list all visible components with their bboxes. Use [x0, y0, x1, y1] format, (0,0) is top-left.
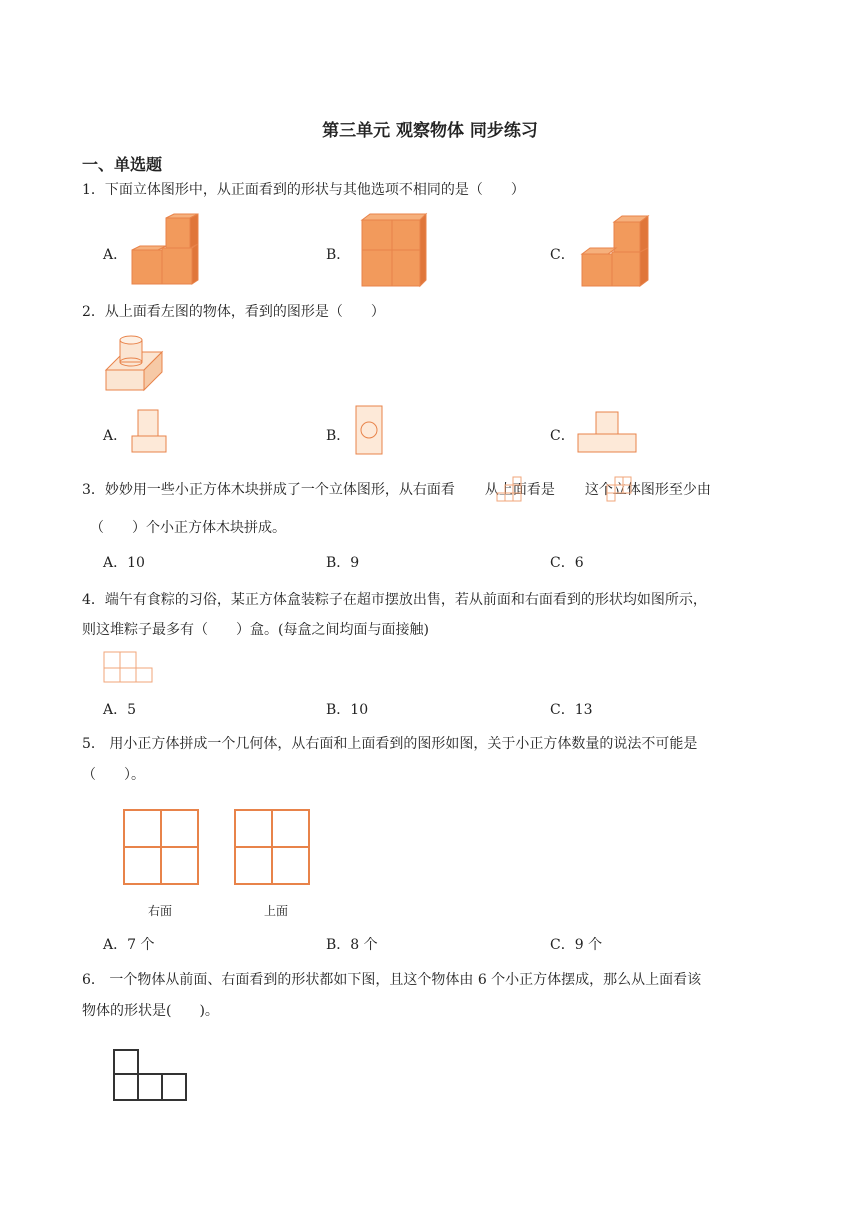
- view-label-top: 上面: [264, 904, 289, 918]
- question-number: 1．: [82, 182, 105, 198]
- question-number: 4．: [82, 592, 105, 608]
- grid-figure-4: [102, 650, 156, 684]
- grid-figure-5-top: [233, 808, 313, 888]
- view-figure-2b: [354, 404, 384, 456]
- question-5-line2: （ ）。: [82, 767, 145, 783]
- view-label-right: 右面: [148, 904, 173, 918]
- question-number: 5．: [82, 736, 105, 752]
- option-1b[interactable]: B．: [326, 247, 351, 263]
- option-3a[interactable]: A．10: [103, 555, 145, 571]
- option-5c[interactable]: C．9 个: [550, 937, 603, 953]
- question-4-line2: 则这堆粽子最多有（ ）盒。(每盒之间均面与面接触): [82, 622, 429, 638]
- page-title: 第三单元 观察物体 同步练习: [322, 121, 538, 141]
- question-5: [82, 734, 697, 754]
- view-figure-2c: [576, 410, 638, 454]
- question-number: 2．: [82, 304, 105, 320]
- option-2c[interactable]: C．: [550, 428, 575, 444]
- option-3c[interactable]: C．6: [550, 555, 584, 571]
- question-text: 端午有食粽的习俗，某正方体盒装粽子在超市摆放出售，若从前面和右面看到的形状均如图所示，: [104, 592, 707, 608]
- grid-figure-3-top: [606, 475, 634, 501]
- question-text: 一个物体从前面、右面看到的形状都如下图，且这个物体由 6 个小正方体摆成，那么从上面看该: [104, 972, 702, 988]
- option-4a[interactable]: A．5: [103, 702, 137, 718]
- option-1c[interactable]: C．: [550, 247, 575, 263]
- question-text: 从上面看左图的物体，看到的图形是（ ）: [104, 304, 385, 320]
- option-4c[interactable]: C．13: [550, 702, 593, 718]
- section-heading: 一、单选题: [82, 155, 163, 174]
- question-number: 3．: [82, 482, 105, 498]
- solid-figure-2: [104, 334, 164, 392]
- grid-figure-3-right: [496, 475, 524, 501]
- question-1: [82, 180, 525, 200]
- question-6: [82, 970, 701, 990]
- option-1a[interactable]: A．: [103, 247, 128, 263]
- option-5b[interactable]: B．8 个: [326, 937, 378, 953]
- view-figure-2a: [130, 408, 168, 454]
- question-text: 妙妙用一些小正方体木块拼成了一个立体图形，从右面看: [104, 482, 455, 498]
- question-text: 用小正方体拼成一个几何体，从右面和上面看到的图形如图，关于小正方体数量的说法不可能是: [104, 736, 698, 752]
- option-2b[interactable]: B．: [326, 428, 351, 444]
- option-4b[interactable]: B．10: [326, 702, 369, 718]
- cube-figure-1b: [358, 214, 438, 288]
- grid-figure-6: [112, 1048, 190, 1104]
- question-6-line2: 物体的形状是( )。: [82, 1003, 219, 1019]
- grid-figure-5-right: [122, 808, 202, 888]
- question-4: [82, 590, 707, 610]
- question-text: 下面立体图形中，从正面看到的形状与其他选项不相同的是（ ）: [104, 182, 525, 198]
- cube-figure-1a: [128, 214, 208, 288]
- question-text: 从上面看是: [484, 482, 555, 498]
- option-3b[interactable]: B．9: [326, 555, 360, 571]
- question-3-line2: （ ）个小正方体木块拼成。: [90, 520, 286, 536]
- option-5a[interactable]: A．7 个: [103, 937, 155, 953]
- question-number: 6．: [82, 972, 105, 988]
- question-text: 这个立体图形至少由: [584, 482, 711, 498]
- question-2: [82, 302, 385, 322]
- option-2a[interactable]: A．: [103, 428, 128, 444]
- cube-figure-1c: [578, 214, 658, 288]
